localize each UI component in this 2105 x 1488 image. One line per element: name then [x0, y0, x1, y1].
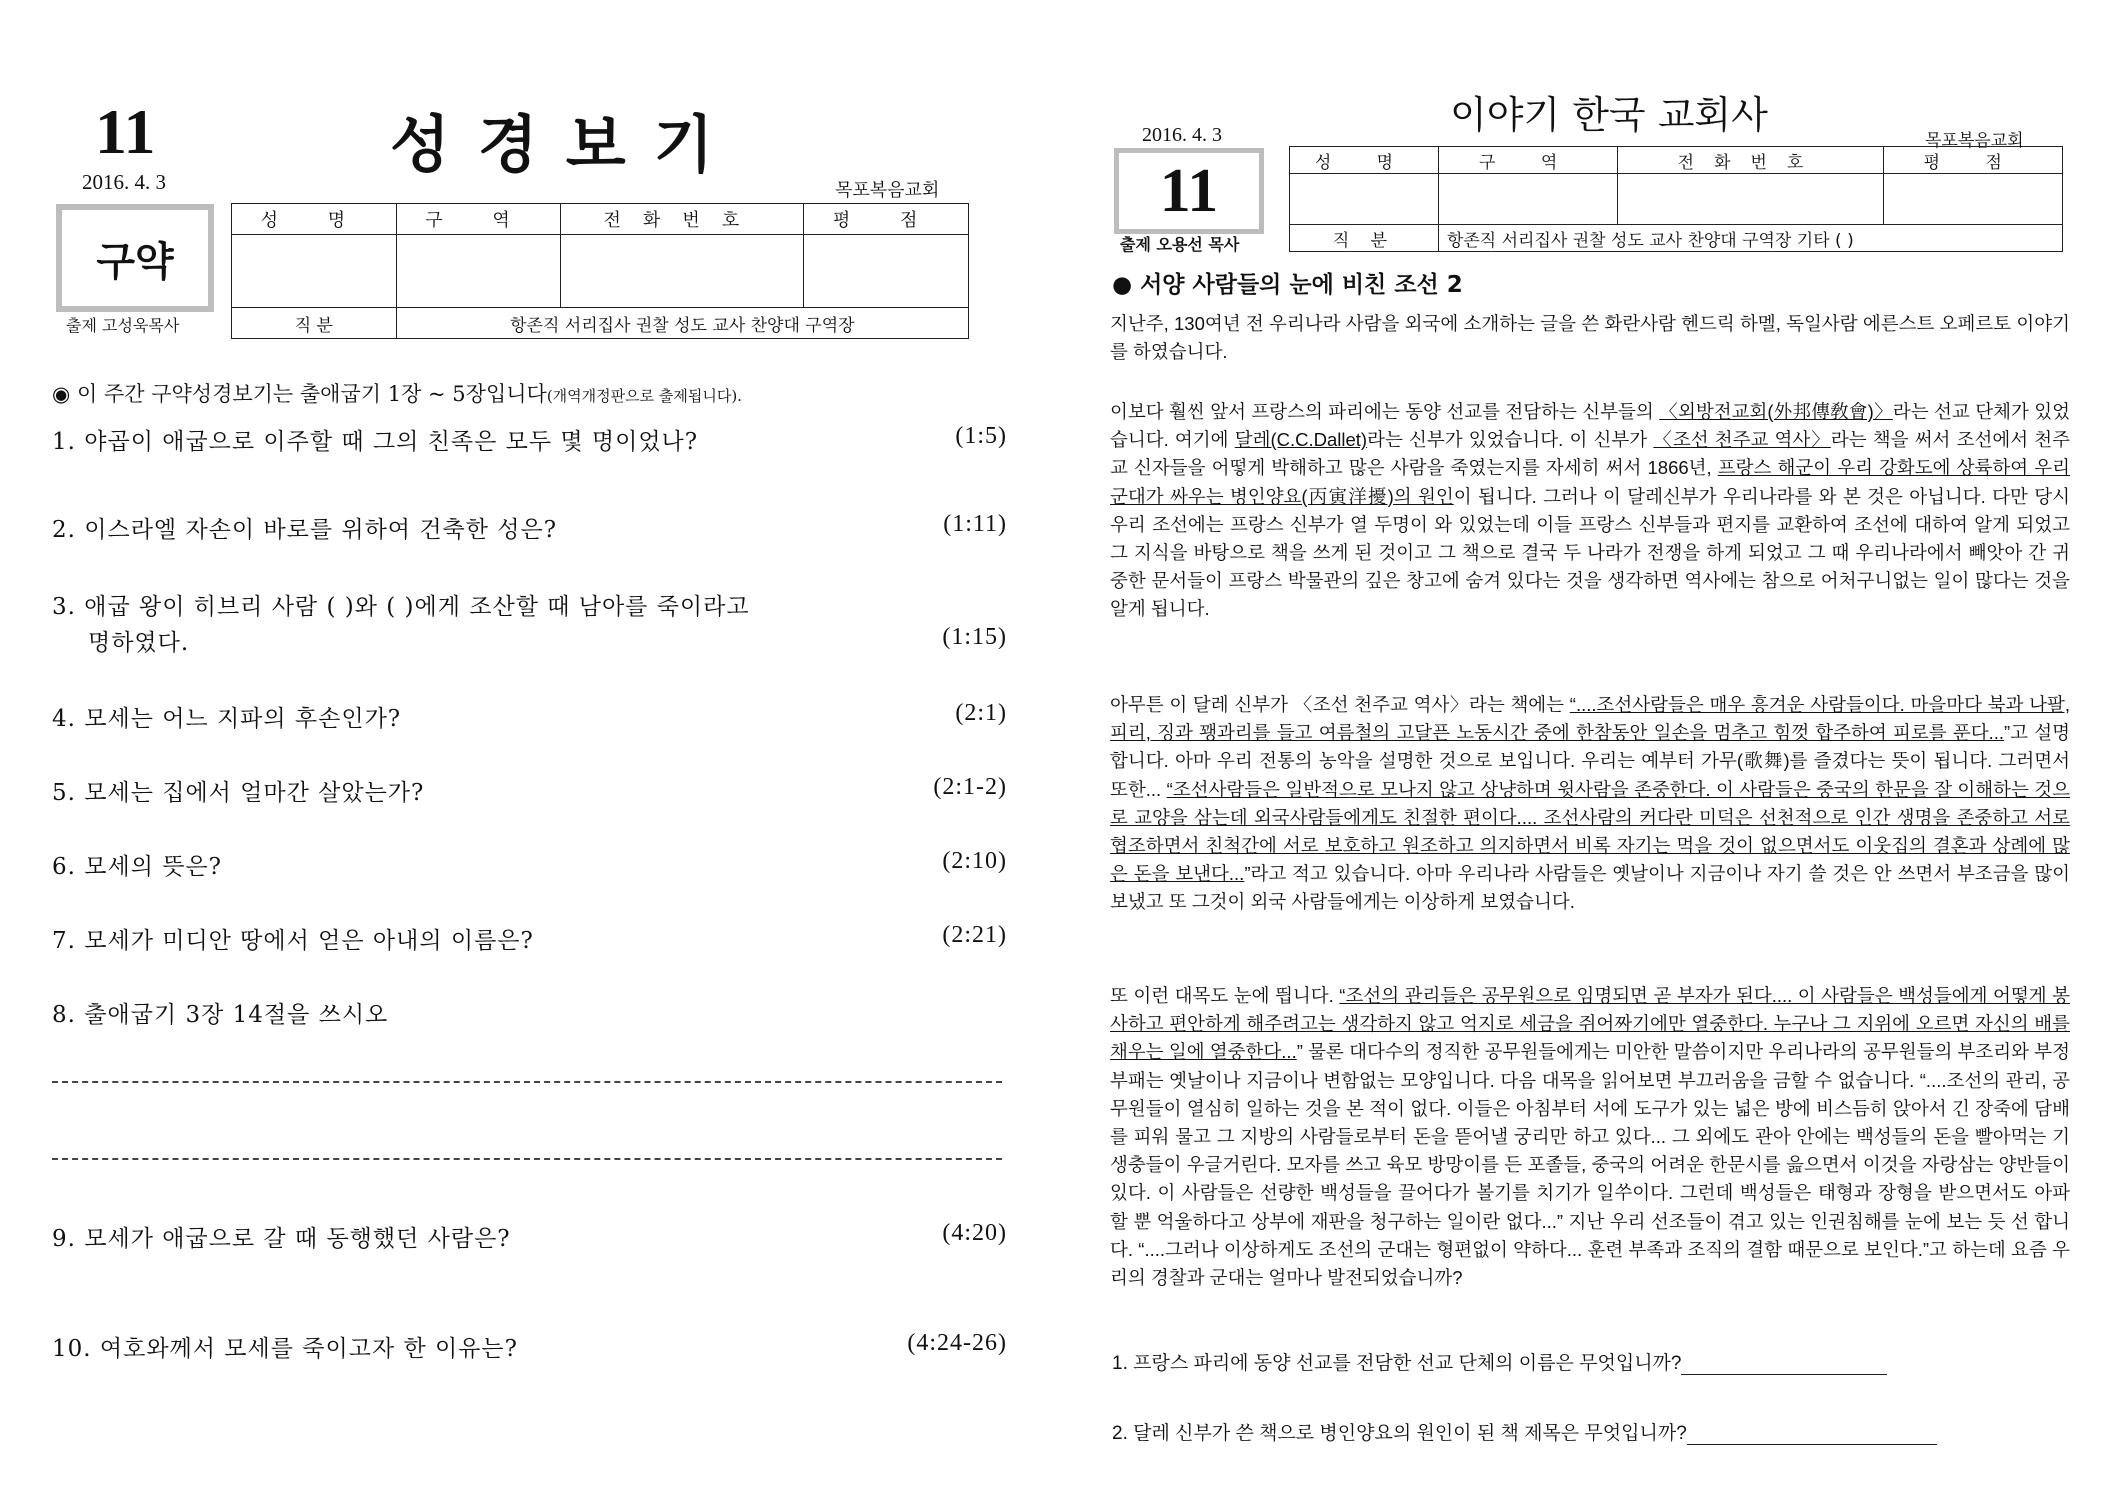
question-4: 4. 모세는 어느 지파의 후손인가? (2:1)	[52, 700, 1007, 732]
paragraph-3: 아무튼 이 달레 신부가 〈조선 천주교 역사〉라는 책에는 “....조선사람들은 매우 흥겨운 사람들이다. 마을마다 북과 나팔, 피리, 징과 꽹과리를 들고 여름철의 고달픈 노동시간 중에 한참동안 일손을 멈추고 힘껏 합주하여 피로를 푼다...”고 설명합니다. 아마 우리 전통의 농악을 설명한 것으로 보입니다. 우리는 예부터 가무(歌舞)를 즐겼다는 뜻이 됩니다. 그러면서 또한... “조선사람들은 일반적으로 모나지 않고 상냥하며 윗사람을 존중한다. 이 사람들은 중국의 한문을 잘 이해하는 것으로 교양을 삼는데 외국사람들에게도 친절한 편이다.... 조선사람의 커다란 미덕은 선천적으로 인간 생명을 존중하고 서로 협조하면서 친척간에 서로 보호하고 원조하고 의지하면서 비록 자기는 먹을 것이 없으면서도 이웃집의 결혼과 상례에 많은 돈을 보낸다...”라고 적고 있습니다. 아마 우리나라 사람들은 옛날이나 지금이나 자기 쓸 것은 안 쓰면서 부조금을 많이 보냈고 또 그것이 외국 사람들에게는 이상하게 보였습니다.	[1110, 694, 2070, 913]
duty-label: 직 분	[232, 308, 397, 339]
right-author: 출제 오용선 목사	[1120, 235, 1240, 254]
question-5: 5. 모세는 집에서 얼마간 살았는가? (2:1-2)	[52, 774, 1007, 806]
header-name: 성 명	[232, 204, 397, 235]
left-page-title: 성경보기	[390, 108, 742, 181]
duty-label: 직 분	[1290, 225, 1439, 252]
header-phone: 전화번호	[1618, 147, 1883, 174]
right-date: 2016. 4. 3	[1142, 124, 1222, 146]
left-issue-number: 11	[95, 96, 156, 167]
score-field[interactable]	[804, 235, 969, 308]
left-intro	[52, 378, 742, 408]
duty-options[interactable]: 항존직 서리집사 권찰 성도 교사 찬양대 구역장	[396, 308, 968, 339]
right-question-1: 1. 프랑스 파리에 동양 선교를 전담한 선교 단체의 이름은 무엇입니까?	[1112, 1348, 1887, 1375]
left-info-table	[231, 203, 969, 339]
answer-line-2[interactable]	[52, 1158, 1002, 1160]
question-3-cont: 명하였다. (1:15)	[88, 624, 1007, 656]
header-district: 구 역	[396, 204, 561, 235]
left-date: 2016. 4. 3	[82, 170, 166, 194]
answer-line-1[interactable]	[52, 1081, 1002, 1083]
left-testament-badge: 구약	[56, 204, 214, 312]
right-issue-badge: 11	[1114, 148, 1264, 234]
duty-options[interactable]: 항존직 서리집사 권찰 성도 교사 찬양대 구역장 기타 ( )	[1438, 225, 2062, 252]
score-field[interactable]	[1883, 174, 2062, 225]
right-info-table	[1289, 146, 2063, 252]
header-score: 평 점	[804, 204, 969, 235]
district-field[interactable]	[396, 235, 561, 308]
header-score: 평 점	[1883, 147, 2062, 174]
right-question-2: 2. 달레 신부가 쓴 책으로 병인양요의 원인이 된 책 제목은 무엇입니까?	[1112, 1418, 1937, 1445]
paragraph-4: 또 이런 대목도 눈에 띕니다. “조선의 관리들은 공무원으로 임명되면 곧 부자가 된다.... 이 사람들은 백성들에게 어떻게 봉사하고 편안하게 해주려고는 생각하지 않고 억지로 세금을 쥐어짜기에만 열중한다. 누구나 그 지위에 오르면 자신의 배를 채우는 일에 열중한다...” 물론 대다수의 정직한 공무원들에게는 미안한 말씀이지만 우리나라의 공무원들의 부조리와 부정 부패는 옛날이나 지금이나 변함없는 모양입니다. 다음 대목을 읽어보면 부끄러움을 금할 수 없습니다. “....조선의 관리, 공무원들이 열심히 일하는 것을 본 적이 없다. 이들은 아침부터 서에 도구가 있는 넓은 방에 비스듬히 앉아서 긴 장죽에 담배를 피워 물고 그 지방의 사람들로부터 돈을 뜯어낼 궁리만 하고 있다... 그 외에도 관아 안에는 백성들의 돈을 빨아먹는 기생충들이 우글거린다. 모자를 쓰고 육모 방망이를 든 포졸들, 중국의 어려운 한문시를 읊으면서 이것을 자랑삼는 양반들이 있다. 이 사람들은 선량한 백성들을 끌어다가 볼기를 치기가 일쑤이다. 그런데 백성들은 태형과 장형을 받으면서도 아파 할 뿐 억울하다고 상부에 재판을 청구하는 일이란 없다...” 지난 우리 선조들이 겪고 있는 인권침해를 눈에 보는 듯 선 합니다. “....그러나 이상하게도 조선의 군대는 형편없이 약하다... 훈련 부족과 조직의 결함 때문으로 보인다.”고 하는데 요즘 우리의 경찰과 군대는 얼마나 발전되었습니까?	[1110, 985, 2071, 1289]
district-field[interactable]	[1438, 174, 1617, 225]
left-author: 출제 고성욱목사	[66, 316, 180, 335]
question-9: 9. 모세가 애굽으로 갈 때 동행했던 사람은? (4:20)	[52, 1220, 1007, 1252]
question-6: 6. 모세의 뜻은? (2:10)	[52, 848, 1007, 880]
question-8: 8. 출애굽기 3장 14절을 쓰시오	[52, 1002, 389, 1028]
phone-field[interactable]	[561, 235, 804, 308]
header-district: 구 역	[1438, 147, 1617, 174]
name-field[interactable]	[1290, 174, 1439, 225]
header-phone: 전화번호	[561, 204, 804, 235]
question-1: 1. 야곱이 애굽으로 이주할 때 그의 친족은 모두 몇 명이었나? (1:5)	[52, 423, 1007, 455]
right-page-title: 이야기 한국 교회사	[1450, 93, 1768, 137]
name-field[interactable]	[232, 235, 397, 308]
question-2: 2. 이스라엘 자손이 바로를 위하여 건축한 성은? (1:11)	[52, 511, 1007, 543]
right-church-name: 목포복음교회	[1925, 131, 2024, 151]
phone-field[interactable]	[1618, 174, 1883, 225]
paragraph-2: 이보다 훨씬 앞서 프랑스의 파리에는 동양 선교를 전담하는 신부들의 〈외방전교회(外邦傳敎會)〉라는 선교 단체가 있었습니다. 여기에 달레(C.C.Dallet)라는 신부가 있었습니다. 이 신부가 〈조선 천주교 역사〉라는 책을 써서 조선에서 천주교 신자들을 어떻게 박해하고 많은 사람을 죽였는지를 자세히 써서 1866년, 프랑스 해군이 우리 강화도에 상륙하여 우리 군대가 싸우는 병인양요(丙寅洋擾)의 원인이 됩니다. 그러나 이 달레신부가 우리나라를 와 본 것은 아닙니다. 다만 당시 우리 조선에는 프랑스 신부가 열 두명이 와 있었는데 이들 프랑스 신부들과 편지를 교환하여 조선에 대하여 알게 되었고 그 지식을 바탕으로 책을 쓰게 된 것이고 그 책으로 결국 두 나라가 전쟁을 하게 되었고 그 때 우리나라에서 빼앗아 간 귀중한 문서들이 프랑스 박물관의 깊은 창고에 숨겨 있다는 것을 생각하면 역사에는 참으로 어처구니없는 일이 많다는 것을 알게 됩니다.	[1110, 401, 2070, 620]
answer-blank-2[interactable]	[1687, 1444, 1937, 1445]
section-heading: ● 서양 사람들의 눈에 비친 조선 2	[1112, 272, 1463, 298]
left-church-name: 목포복음교회	[835, 180, 940, 201]
question-10: 10. 여호와께서 모세를 죽이고자 한 이유는? (4:24-26)	[52, 1330, 1007, 1362]
question-3: 3. 애굽 왕이 히브리 사람 ( )와 ( )에게 조산할 때 남아를 죽이라고	[52, 594, 750, 620]
header-name: 성 명	[1290, 147, 1439, 174]
intro-text: ◉ 이 주간 구약성경보기는 출애굽기 1장 ~ 5장입니다	[52, 382, 547, 406]
answer-blank-1[interactable]	[1681, 1374, 1887, 1375]
question-7: 7. 모세가 미디안 땅에서 얻은 아내의 이름은? (2:21)	[52, 922, 1007, 954]
paragraph-1: 지난주, 130여년 전 우리나라 사람을 외국에 소개하는 글을 쓴 화란사람 헨드릭 하멜, 독일사람 에른스트 오페르토 이야기를 하였습니다.	[1110, 313, 2070, 363]
intro-note: (개역개정판으로 출제됩니다).	[546, 387, 742, 405]
